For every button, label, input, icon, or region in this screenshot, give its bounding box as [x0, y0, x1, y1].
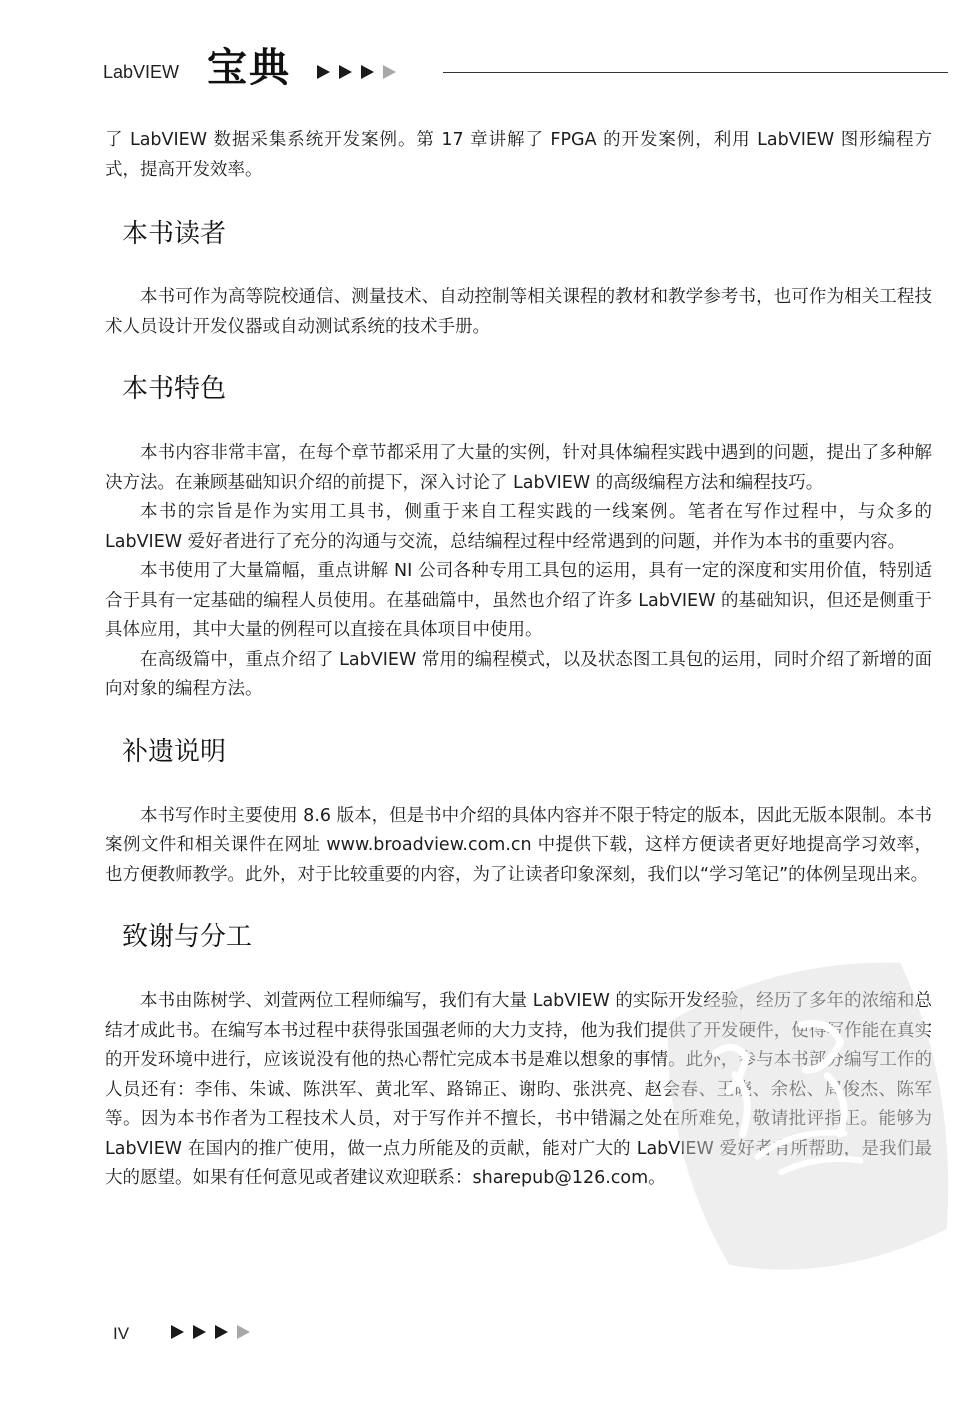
- arrow-right-icon: [361, 65, 374, 79]
- watermark-seal-icon: [630, 927, 980, 1302]
- page-header: [103, 36, 948, 91]
- arrow-right-icon: [171, 1325, 184, 1339]
- page-number: IV: [113, 1324, 130, 1343]
- section-heading-addendum: 补遗说明: [122, 736, 227, 767]
- header-title: 宝典: [207, 45, 291, 91]
- section-heading-readers: 本书读者: [122, 219, 227, 249]
- section-heading-acknowledgements: 致谢与分工: [122, 922, 253, 952]
- header-arrows: [317, 64, 405, 83]
- arrow-right-icon: [339, 65, 352, 79]
- intro-paragraph: 了 LabVIEW 数据采集系统开发案例。第 17 章讲解了 FPGA 的开发案例，利用 LabVIEW 图形编程方式，提高开发效率。: [105, 130, 932, 180]
- header-rule: [443, 72, 948, 73]
- footer-arrows: [171, 1324, 259, 1343]
- arrow-right-icon: [317, 65, 330, 79]
- header-brand: LabVIEW: [103, 62, 180, 82]
- paragraph: 本书由陈树学、刘萱两位工程师编写，我们有大量 LabVIEW 的实际开发经验，经历了多年的浓缩和总结才成此书。在编写本书过程中获得张国强老师的大力支持，他为我们提供了开发硬件，使得写作能在真实的开发环境中进行，应该说没有他的热心帮忙完成本书是难以想象的事情。此外，参与本书部分编写工作的人员还有：李伟、朱诚、陈洪军、黄北军、路锦正、谢昀、张洪亮、赵会春、王晓、余松、周俊杰、陈军等。因为本书作者为工程技术人员，对于写作并不擅长，书中错漏之处在所难免，敬请批评指正。能够为 LabVIEW 在国内的推广使用，做一点力所能及的贡献，能对广大的 LabVIEW 爱好者有所帮助，是我们最大的愿望。如果有任何意见或者建议欢迎联系：sharepub@126.com。: [105, 991, 932, 1188]
- paragraph: 本书写作时主要使用 8.6 版本，但是书中介绍的具体内容并不限于特定的版本，因此无版本限制。本书案例文件和相关课件在网址 www.broadview.com.cn 中提供下载，这样方便读者更好地提高学习效率，也方便教师教学。此外，对于比较重要的内容，为了让读者印象深刻，我们以“学习笔记”的体例呈现出来。: [105, 805, 932, 885]
- paragraph: 本书使用了大量篇幅，重点讲解 NI 公司各种专用工具包的运用，具有一定的深度和实用价值，特别适合于具有一定基础的编程人员使用。在基础篇中，虽然也介绍了许多 LabVIEW 的基础知识，但还是侧重于具体应用，其中大量的例程可以直接在具体项目中使用。: [105, 561, 932, 640]
- arrow-right-icon: [193, 1325, 206, 1339]
- section-heading-features: 本书特色: [122, 374, 227, 404]
- paragraph: 本书的宗旨是作为实用工具书，侧重于来自工程实践的一线案例。笔者在写作过程中，与众多的 LabVIEW 爱好者进行了充分的沟通与交流，总结编程过程中经常遇到的问题，并作为本书的重要内容。: [105, 502, 932, 552]
- arrow-right-icon: [215, 1325, 228, 1339]
- paragraph: 本书内容非常丰富，在每个章节都采用了大量的实例，针对具体编程实践中遇到的问题，提出了多种解决方法。在兼顾基础知识介绍的前提下，深入讨论了 LabVIEW 的高级编程方法和编程技巧。: [105, 443, 932, 493]
- arrow-right-light-icon: [237, 1325, 250, 1339]
- paragraph: 在高级篇中，重点介绍了 LabVIEW 常用的编程模式，以及状态图工具包的运用，同时介绍了新增的面向对象的编程方法。: [105, 649, 932, 699]
- paragraph: 本书可作为高等院校通信、测量技术、自动控制等相关课程的教材和教学参考书，也可作为相关工程技术人员设计开发仪器或自动测试系统的技术手册。: [105, 287, 932, 337]
- arrow-right-light-icon: [383, 65, 396, 79]
